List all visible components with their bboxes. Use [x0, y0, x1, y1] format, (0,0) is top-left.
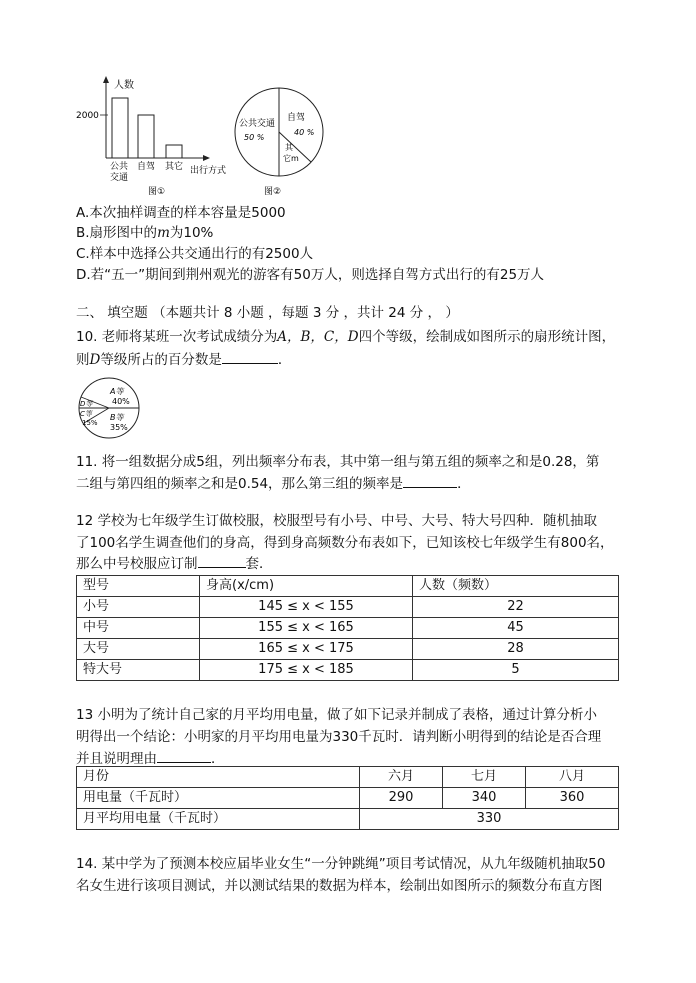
size-cell: 小号 — [77, 597, 200, 618]
size-cell: 中号 — [77, 618, 200, 639]
y-tick-label: 2000 — [76, 111, 99, 121]
x-category-public-2: 交通 — [110, 173, 129, 183]
q11-answer-blank[interactable] — [403, 473, 457, 488]
table-header-row — [77, 767, 619, 788]
header-cell: 七月 — [443, 767, 526, 788]
x-category-public-1: 公共 — [110, 162, 129, 172]
x-category-other: 其它 — [165, 162, 184, 172]
y-axis-arrow — [103, 76, 109, 83]
count-cell: 28 — [413, 639, 619, 660]
value-cell: 340 — [443, 788, 526, 809]
option-a: A.本次抽样调查的样本容量是5000 — [76, 205, 286, 221]
pie-chart-figure — [228, 78, 328, 198]
table-row — [77, 809, 619, 830]
header-cell: 型号 — [77, 576, 200, 597]
header-cell: 月份 — [77, 767, 360, 788]
average-value-cell: 330 — [360, 809, 619, 830]
x-axis-label: 出行方式 — [190, 166, 227, 176]
q11-line1: 11. 将一组数据分成5组，列出频率分布表，其中第一组与第五组的频率之和是0.28，第 — [76, 454, 600, 470]
header-cell: 八月 — [526, 767, 619, 788]
size-cell: 大号 — [77, 639, 200, 660]
fig2-caption: 图② — [264, 187, 282, 197]
table-row — [77, 788, 619, 809]
value-cell: 290 — [360, 788, 443, 809]
q12-answer-blank[interactable] — [198, 553, 246, 568]
q12-line1: 12 学校为七年级学生订做校服，校服型号有小号、中号、大号、特大号四种．随机抽取 — [76, 513, 597, 529]
header-cell: 人数（频数） — [413, 576, 619, 597]
height-range-cell: 145 ≤ x < 155 — [200, 597, 413, 618]
count-cell: 22 — [413, 597, 619, 618]
fig1-caption: 图① — [148, 187, 166, 197]
q10-answer-blank[interactable] — [222, 349, 278, 364]
pie-pct-public: 50 % — [244, 133, 265, 142]
q10-pie-label-d: D等 — [80, 400, 93, 408]
pie-label-public: 公共交通 — [239, 119, 276, 129]
q13-answer-blank[interactable] — [157, 748, 211, 763]
x-axis-arrow — [203, 155, 210, 161]
table-row — [77, 639, 619, 660]
q12-height-table — [76, 575, 619, 681]
q10-pie-pct-a: 40% — [112, 397, 130, 406]
bar-chart-figure — [74, 74, 240, 198]
q12-line2: 了100名学生调查他们的身高，得到身高频数分布表如下，已知该校七年级学生有800名， — [76, 535, 614, 551]
q13-line3: 并且说明理由 ． — [76, 748, 225, 769]
x-category-self-drive: 自驾 — [137, 162, 156, 172]
pie-label-other-1: 其 — [285, 143, 293, 152]
size-cell: 特大号 — [77, 660, 200, 681]
q13-electricity-table — [76, 766, 619, 830]
q10-pie-label-a: A等 — [110, 387, 124, 396]
bar-other — [166, 145, 182, 158]
header-cell: 身高(x/cm) — [200, 576, 413, 597]
q13-line1: 13 小明为了统计自己家的月平均用电量，做了如下记录并制成了表格，通过计算分析小 — [76, 707, 597, 723]
value-cell: 360 — [526, 788, 619, 809]
option-d: D.若“五一”期间到荆州观光的游客有50万人，则选择自驾方式出行的有25万人 — [76, 267, 545, 283]
q12-line3: 那么中号校服应订制 套． — [76, 553, 273, 574]
bar-self-drive — [138, 115, 154, 158]
table-row — [77, 618, 619, 639]
header-cell: 六月 — [360, 767, 443, 788]
height-range-cell: 165 ≤ x < 175 — [200, 639, 413, 660]
y-axis-label: 人数 — [114, 80, 134, 91]
row-label-cell: 用电量（千瓦时） — [77, 788, 360, 809]
q14-line1: 14. 某中学为了预测本校应届毕业女生“一分钟跳绳”项目考试情况，从九年级随机抽取50 — [76, 856, 606, 872]
q11-line2: 二组与第四组的频率之和是0.54，那么第三组的频率是 ． — [76, 473, 471, 494]
count-cell: 5 — [413, 660, 619, 681]
q10-line1: 10. 老师将某班一次考试成绩分为A，B，C，D四个等级，绘制成如图所示的扇形统计图， — [76, 329, 616, 345]
q10-pie-label-c: C等 — [80, 410, 92, 418]
q10-pie-pct-c: 15% — [82, 419, 98, 427]
q10-pie-pct-b: 35% — [110, 423, 128, 432]
section-heading: 二、 填空题 （本题共计 8 小题 ，每题 3 分 ，共计 24 分 ， ） — [76, 305, 459, 321]
table-header-row — [77, 576, 619, 597]
height-range-cell: 175 ≤ x < 185 — [200, 660, 413, 681]
pie-label-self: 自驾 — [287, 113, 306, 123]
q13-line2: 明得出一个结论：小明家的月平均用电量为330千瓦时．请判断小明得到的结论是否合理 — [76, 729, 602, 745]
q10-pie-label-b: B等 — [110, 413, 124, 422]
height-range-cell: 155 ≤ x < 165 — [200, 618, 413, 639]
q10-pie-chart — [74, 376, 144, 440]
row-label-cell: 月平均用电量（千瓦时） — [77, 809, 360, 830]
option-b: B.扇形图中的m为10% — [76, 225, 214, 241]
pie-label-other-2: 它m — [283, 154, 299, 163]
pie-pct-self: 40 % — [294, 128, 315, 137]
bar-public-transport — [112, 98, 128, 158]
table-row — [77, 660, 619, 681]
q10-line2: 则D等级所占的百分数是 ． — [76, 349, 291, 370]
table-row — [77, 597, 619, 618]
q14-line2: 名女生进行该项目测试，并以测试结果的数据为样本，绘制出如图所示的频数分布直方图 — [76, 878, 603, 894]
count-cell: 45 — [413, 618, 619, 639]
option-c: C.样本中选择公共交通出行的有2500人 — [76, 246, 314, 262]
